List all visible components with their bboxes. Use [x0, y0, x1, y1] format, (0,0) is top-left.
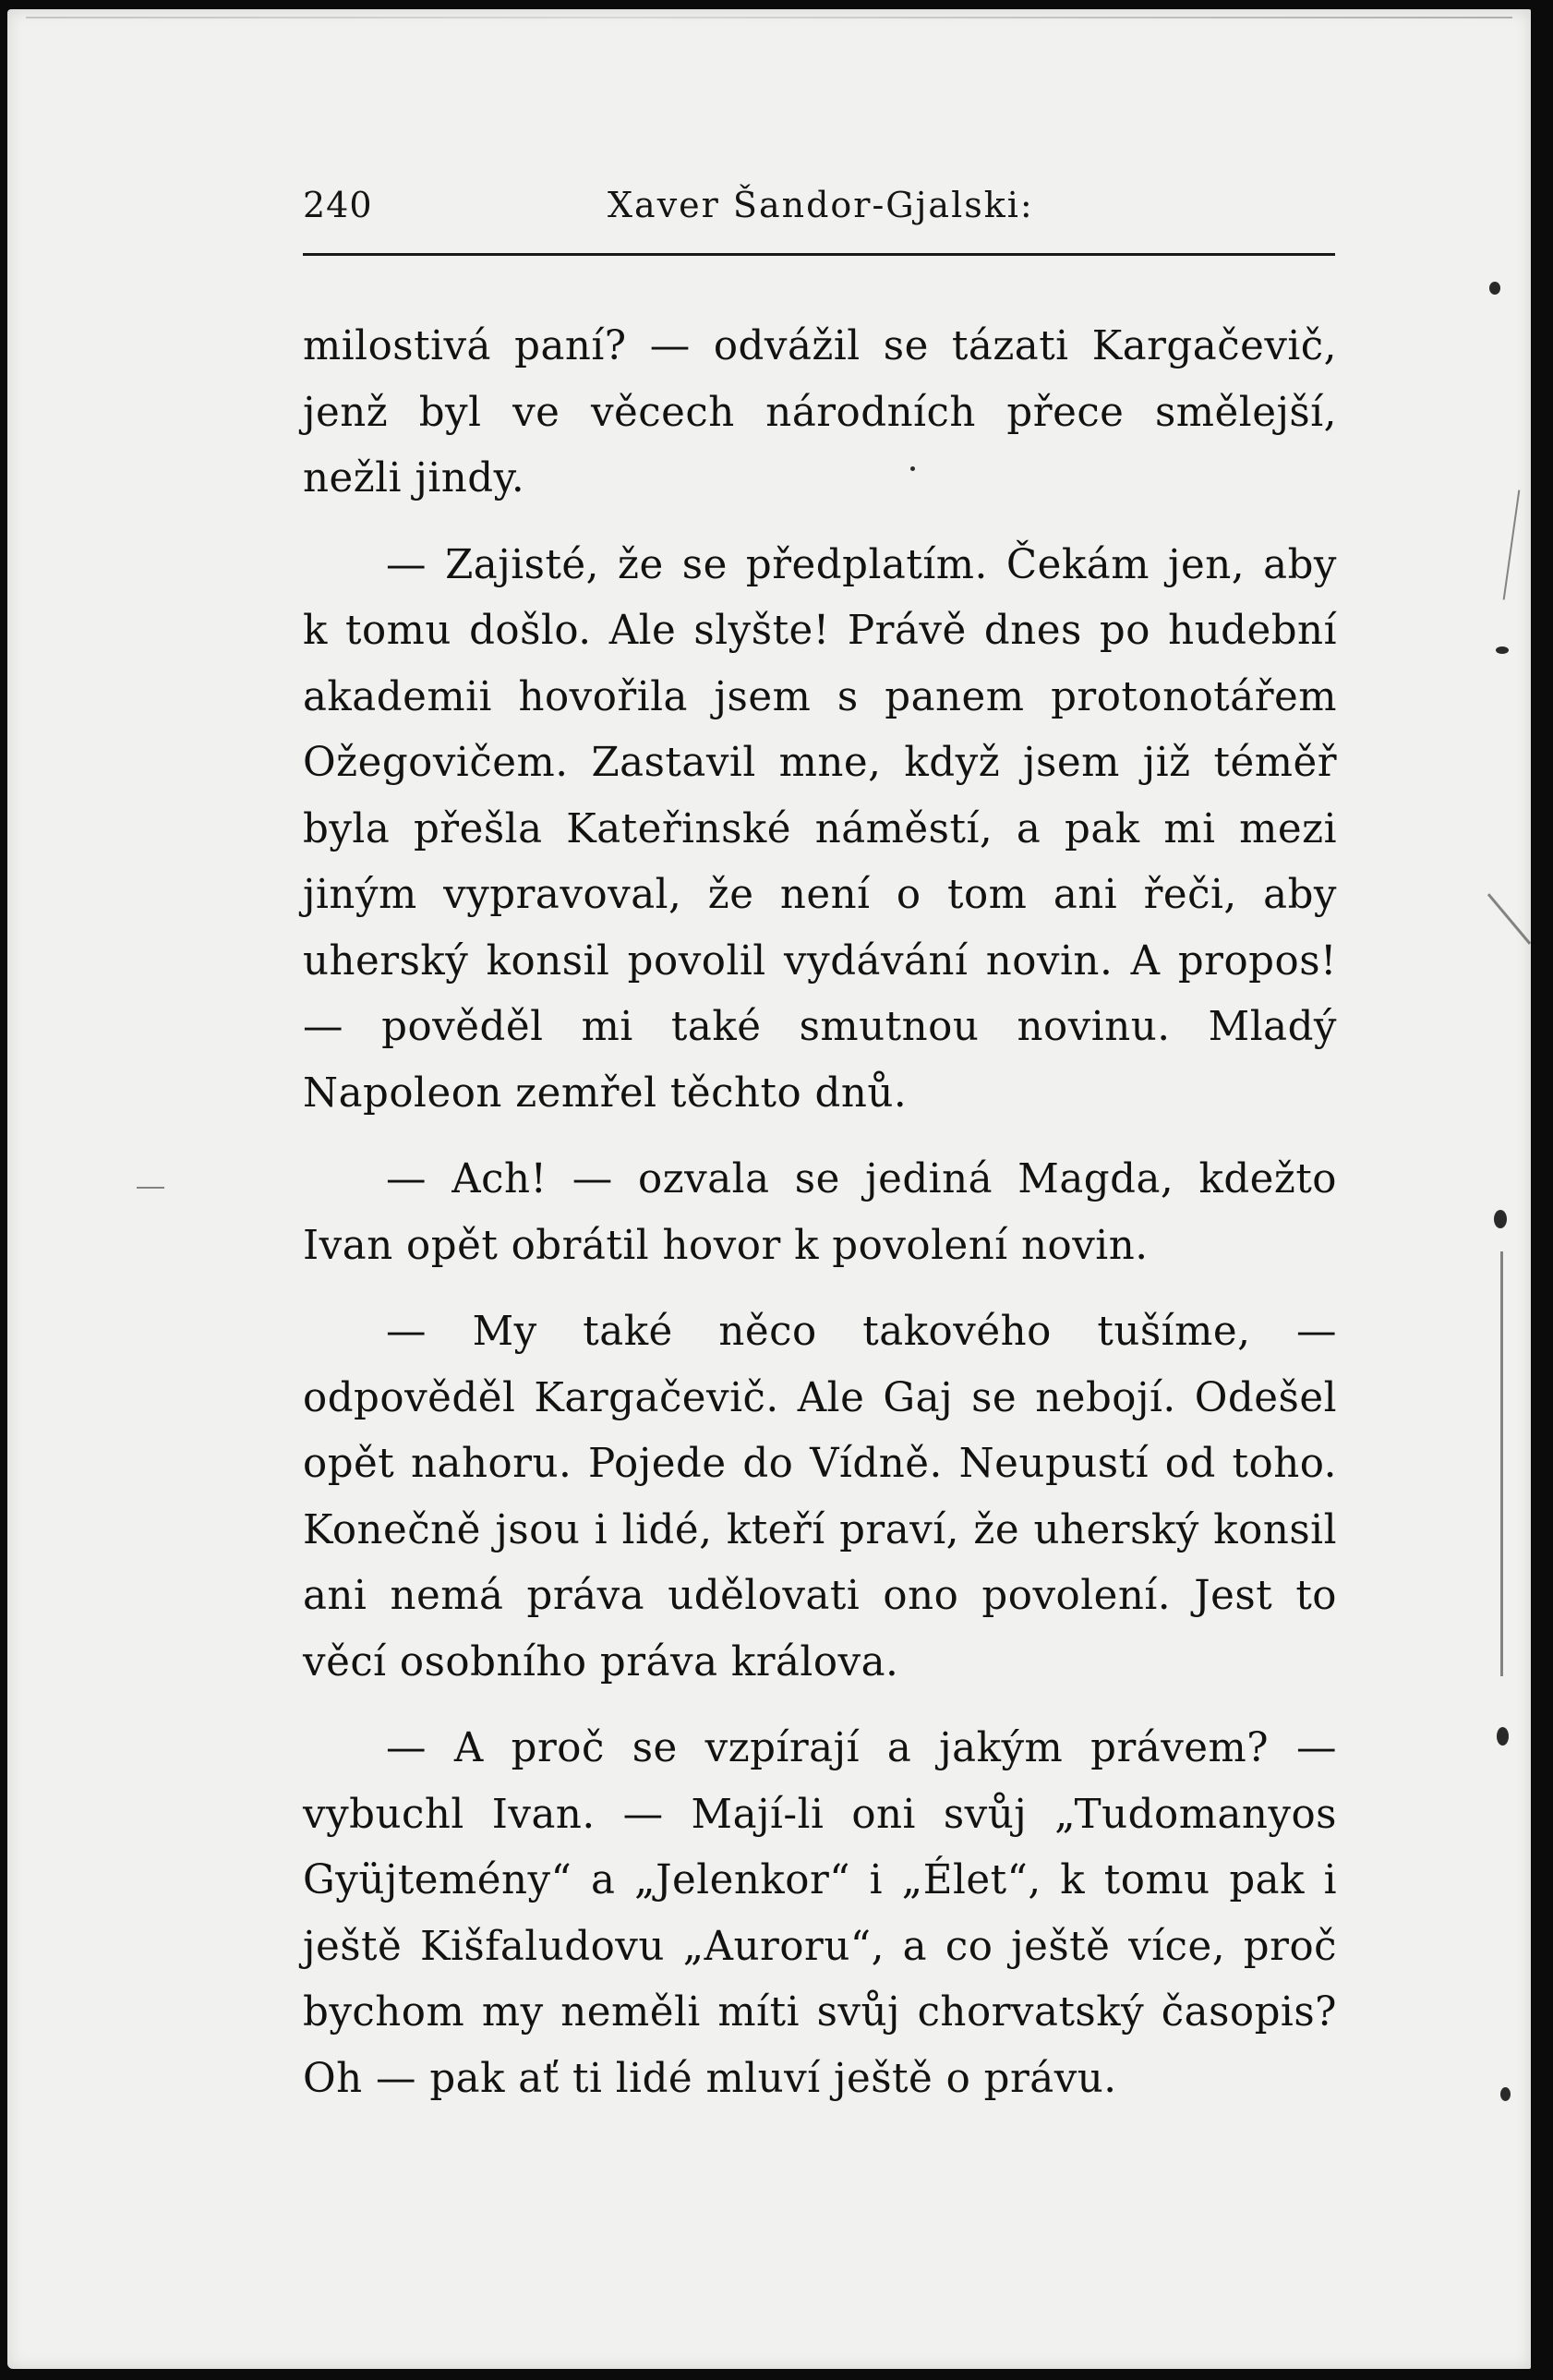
scan-streak	[1487, 893, 1531, 945]
scan-speck	[1496, 646, 1509, 654]
page-header	[303, 185, 1333, 240]
running-title: Xaver Šandor-Gjalski:	[608, 185, 1034, 225]
scan-speck	[1497, 1727, 1509, 1746]
header-rule	[303, 253, 1335, 256]
paragraph-4: — My také něco takového tušíme, — odpověděl Kargačevič. Ale Gaj se nebojí. Odešel opět nahoru. Pojede do Vídně. Neupustí od toho. Konečně jsou i lidé, kteří praví, že uherský konsil ani nemá práva udělovati ono povolení. Jest to věcí osobního práva králova.	[303, 1309, 1337, 1685]
page-top-edge	[26, 17, 1512, 18]
book-page	[7, 9, 1531, 2369]
body-text	[303, 314, 1337, 2112]
paragraph-3: — Ach! — ozvala se jediná Magda, kdežto Ivan opět obrátil hovor k povolení novin.	[303, 1156, 1337, 1269]
paragraph-2: — Zajisté, že se předplatím. Čekám jen, aby k tomu došlo. Ale slyšte! Právě dnes po hudební akademii hovořila jsem s panem protonotářem Ožegovičem. Zastavil mne, když jsem již téměř byla přešla Kateřinské náměstí, a pak mi mezi jiným vypravoval, že není o tom ani řeči, aby uherský konsil povolil vydávání novin. A propos! — pověděl mi také smutnou novinu. Mladý Napoleon zemřel těchto dnů.	[303, 541, 1337, 1117]
scan-streak	[1503, 489, 1521, 599]
paragraph-1: milostivá paní? — odvážil se tázati Kargačevič, jenž byl ve věcech národních přece smělejší, nežli jindy.	[303, 323, 1337, 501]
scan-speck	[1494, 1210, 1507, 1228]
scan-speck	[910, 466, 915, 471]
scan-speck	[1500, 2087, 1511, 2101]
paragraph-5: — A proč se vzpírají a jakým právem? — vybuchl Ivan. — Mají-li oni svůj „Tudomanyos Gyüjtemény“ a „Jelenkor“ i „Élet“, k tomu pak i ještě Kišfaludovu „Auroru“, a co ještě více, proč bychom my neměli míti svůj chorvatský časopis? Oh — pak ať ti lidé mluví ještě o právu.	[303, 1725, 1337, 2102]
scan-streak	[1500, 1251, 1503, 1676]
scan-speck	[1489, 282, 1500, 295]
page-number: 240	[303, 185, 373, 225]
scan-streak	[137, 1187, 164, 1189]
